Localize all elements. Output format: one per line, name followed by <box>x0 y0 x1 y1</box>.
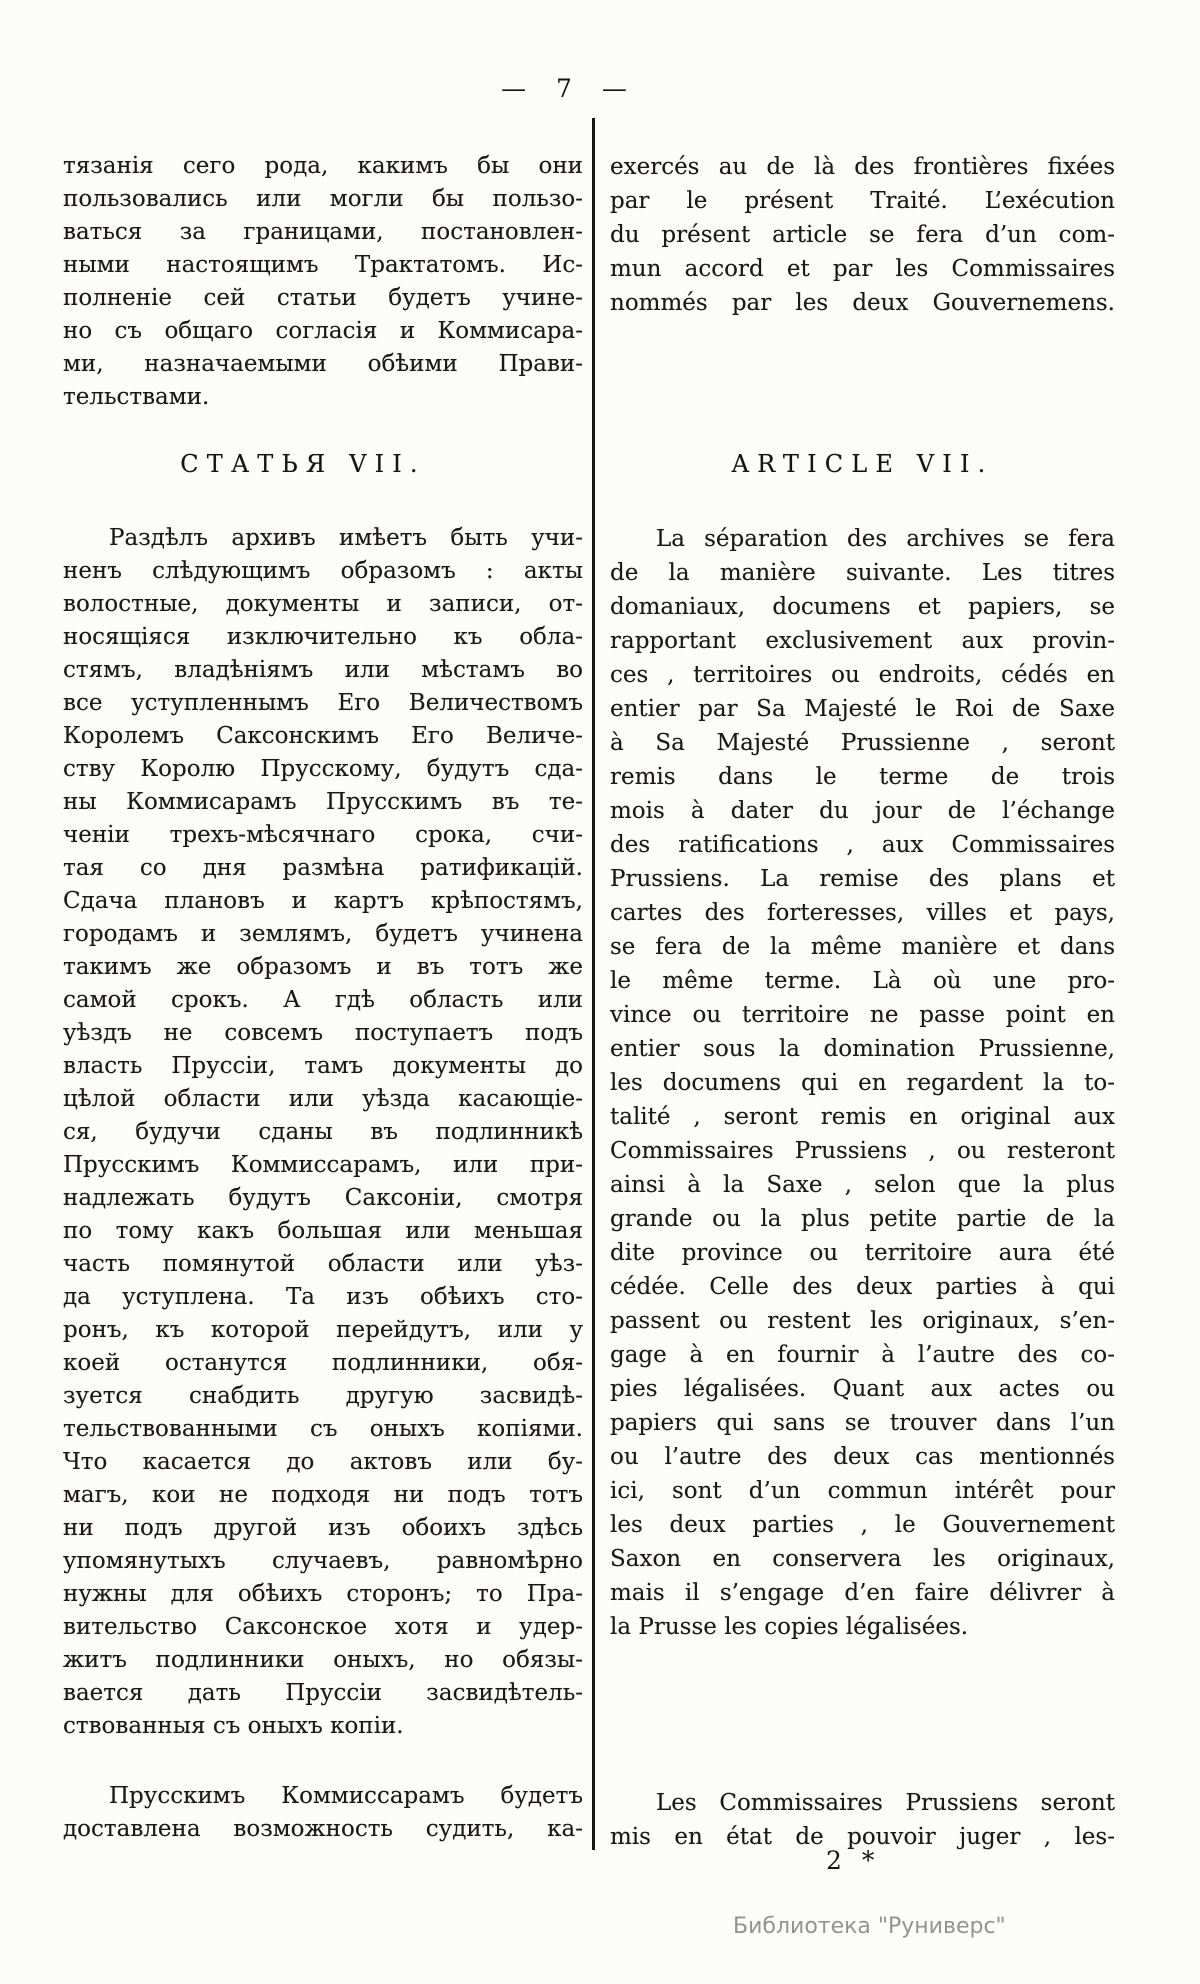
library-watermark: Библиотека "Руниверс" <box>733 1914 1006 1939</box>
french-closing-paragraph: Les Commissaires Prussiens seront mis en état de pouvoir juger , les- <box>610 1790 1115 1850</box>
french-article-paragraph: La séparation des archives se fera de la manière suivante. Les titres domaniaux, documens et papiers, se rapportant exclusivement aux provin- ces , territoires ou endroits, cédés en entier par Sa Majesté le Roi de Saxe à Sa Majesté Prussienne , seront remis dans le terme de trois mois à dater du jour de l’échange des ratifications , aux Commissaires Prussiens. La remise des plans et cartes des forteresses, villes et pays, se fera de la même manière et dans le même terme. Là où une pro- vince ou territoire ne passe point en entier sous la domination Prussienne, les documens qui en regardent la to- talité , seront remis en original aux Commissaires Prussiens , ou resteront ainsi à la Saxe , selon que la plus grande ou la plus petite partie de la dite province ou territoire aura été cédée. Celle des deux parties à qui passent ou restent les originaux, s’en- gage à en fournir à l’autre des co- pies légalisées. Quant aux actes ou papiers qui sans se trouver dans l’un ou l’autre des deux cas mentionnés ici, sont d’un commun intérêt pour les deux parties , le Gouvernement Saxon en conservera les originaux, mais il s’engage d’en faire délivrer à la Prusse les copies légalisées. <box>610 526 1115 1640</box>
russian-intro-paragraph: тязанія сего рода, какимъ бы они пользовались или могли бы пользо- ваться за границами, постановлен- ными настоящимъ Трактатомъ. Ис- полненіе сей статьи будетъ учине- но съ общаго согласія и Коммисара- ми, назначаемыми обѣими Прави- тельствами. <box>63 153 583 410</box>
russian-article-paragraph: Раздѣлъ архивъ имѣетъ быть учи- ненъ слѣдующимъ образомъ : акты волостные, документы и записи, от- носящіяся изключительно къ обла- стямъ, владѣніямъ или мѣстамъ во все уступленнымъ Его Величествомъ Королемъ Саксонскимъ Его Величе- ству Королю Прусскому, будутъ сда- ны Коммисарамъ Прусскимъ въ те- ченіи трехъ-мѣсячнаго срока, счи- тая со дня размѣна ратификацій. Сдача плановъ и картъ крѣпостямъ, городамъ и землямъ, будетъ учинена такимъ же образомъ и въ тотъ же самой срокъ. А гдѣ область или уѣздъ не совсемъ поступаетъ подъ власть Пруссіи, тамъ документы до цѣлой области или уѣзда касающіе- ся, будучи сданы въ подлинникѣ Прусскимъ Коммиссарамъ, или при- надлежать будутъ Саксоніи, смотря по тому какъ большая или меньшая часть помянутой области или уѣз- да уступлена. Та изъ обѣихъ сто- ронъ, къ которой перейдутъ, или у коей останутся подлинники, обя- зуется снабдить другую засвидѣ- тельствованными съ оныхъ копіями. Что касается до актовъ или бу- магъ, кои не подходя ни подъ тотъ ни подъ другой изъ обоихъ здѣсь упомянутыхъ случаевъ, равномѣрно нужны для обѣихъ сторонъ; то Пра- вительство Саксонское хотя и удер- житъ подлинники оныхъ, но обязы- вается дать Пруссіи засвидѣтель- ствованныя съ оныхъ копіи. <box>63 525 583 1739</box>
russian-closing-paragraph: Прусскимъ Коммиссарамъ будетъ доставлена возможность судить, ка- <box>63 1783 583 1842</box>
column-divider-rule <box>592 118 595 1850</box>
french-intro-paragraph: exercés au de là des frontières fixées par le présent Traité. L’exécution du présent article se fera d’un com- mun accord et par les Commissaires nommés par les deux Gouvernemens. <box>610 154 1115 316</box>
french-article-heading: ARTICLE VII. <box>731 450 994 478</box>
russian-article-heading: СТАТЬЯ VII. <box>180 450 426 478</box>
page-number: — 7 — <box>501 74 627 103</box>
printer-signature-mark: 2 * <box>826 1846 881 1875</box>
